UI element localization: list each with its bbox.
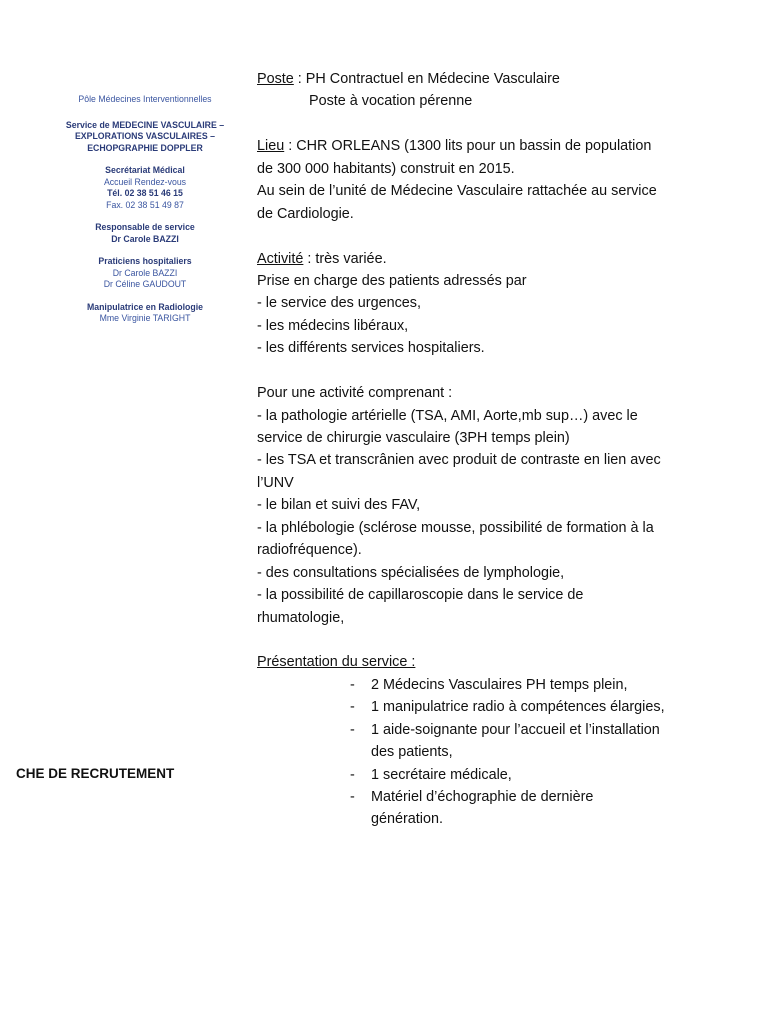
activite-line [257,248,717,270]
lieu-line [257,135,717,157]
poste-text: : PH Contractuel en Médecine Vasculaire [293,71,560,87]
fiche-title: CHE DE RECRUTEMENT [16,766,175,781]
bullet-dash: - [350,676,355,693]
lieu-text: : CHR ORLEANS (1300 lits pour un bassin de population [284,138,652,155]
bullet-dash: - [350,766,355,783]
list-item [257,764,717,786]
job-description [257,68,717,831]
service-line: Service de MEDECINE VASCULAIRE – [65,119,225,131]
letterhead-sidebar [48,94,241,336]
secretariat-sub: Accueil Rendez-vous [103,176,187,188]
text-line: service de chirurgie vasculaire (3PH temps plein) [257,430,570,446]
praticien: Dr Céline GAUDOUT [103,279,187,290]
responsable-title: Responsable de service [95,222,195,233]
text-line: Prise en charge des patients adressés par [257,272,527,289]
list-item [257,719,717,764]
list-item [257,696,717,718]
responsable [48,222,241,245]
praticiens [48,256,241,291]
activite-label: Activité [257,250,304,267]
secretariat [48,165,241,211]
presentation-label: Présentation du service : [257,654,416,671]
phone: Tél. 02 38 51 46 15 [107,188,183,199]
text-line: - la phlébologie (sclérose mousse, possibilité de formation à la [257,519,654,536]
text-line: - les TSA et transcrânien avec produit de contraste en lien avec [257,452,661,469]
service-line: ECHOPGRAPHIE DOPPLER [87,142,203,154]
text-line: - la possibilité de capillaroscopie dans le service de [257,587,584,604]
list-item-text: génération. [371,811,444,828]
bullet-dash: - [350,699,355,716]
text-line: - des consultations spécialisées de lymphologie, [257,564,565,581]
pole-name: Pôle Médecines Interventionnelles [78,94,212,105]
poste-label: Poste [257,71,294,87]
text-line: Au sein de l’unité de Médecine Vasculaire rattachée au service [257,183,657,200]
text-line: de 300 000 habitants) construit en 2015. [257,160,515,177]
bullet-dash: - [350,789,355,805]
poste-line [257,68,717,90]
service-line: EXPLORATIONS VASCULAIRES – [74,131,216,142]
list-item-text: 1 manipulatrice radio à compétences élargies, [371,699,665,716]
text-line: rhumatologie, [257,609,345,626]
praticien: Dr Carole BAZZI [112,267,178,279]
text-line: - le bilan et suivi des FAV, [257,497,421,514]
responsable-name: Dr Carole BAZZI [111,233,179,245]
fax: Fax. 02 38 51 49 87 [106,199,184,211]
manip-name: Mme Virginie TARIGHT [99,313,191,324]
lieu-label: Lieu [257,138,285,155]
text-line: - la pathologie artérielle (TSA, AMI, Aorte,mb sup…) avec le [257,407,638,424]
text-line: l’UNV [257,474,294,491]
list-item-text: Matériel d’échographie de dernière [371,789,594,805]
poste-line2: Poste à vocation pérenne [309,93,473,110]
bullet-dash: - [350,721,355,738]
manipulatrice [48,302,241,325]
manip-title: Manipulatrice en Radiologie [86,301,204,313]
list-item-text: 1 secrétaire médicale, [371,766,512,783]
praticiens-title: Praticiens hospitaliers [98,256,192,267]
text-line: radiofréquence). [257,542,362,559]
list-item-text: 1 aide-soignante pour l’accueil et l’installation [371,721,660,738]
list-item [257,674,717,696]
list-item [257,786,717,831]
text-line: de Cardiologie. [257,205,354,222]
text-line: Pour une activité comprenant : [257,385,453,402]
service-name [48,120,241,155]
activite-text: : très variée. [303,250,387,267]
text-line: - les différents services hospitaliers. [257,340,485,357]
secretariat-title: Secrétariat Médical [105,165,185,176]
text-line: - le service des urgences, [257,295,421,312]
list-item-text: 2 Médecins Vasculaires PH temps plein, [371,676,628,693]
list-item-text: des patients, [371,744,453,761]
text-line: - les médecins libéraux, [257,317,409,334]
